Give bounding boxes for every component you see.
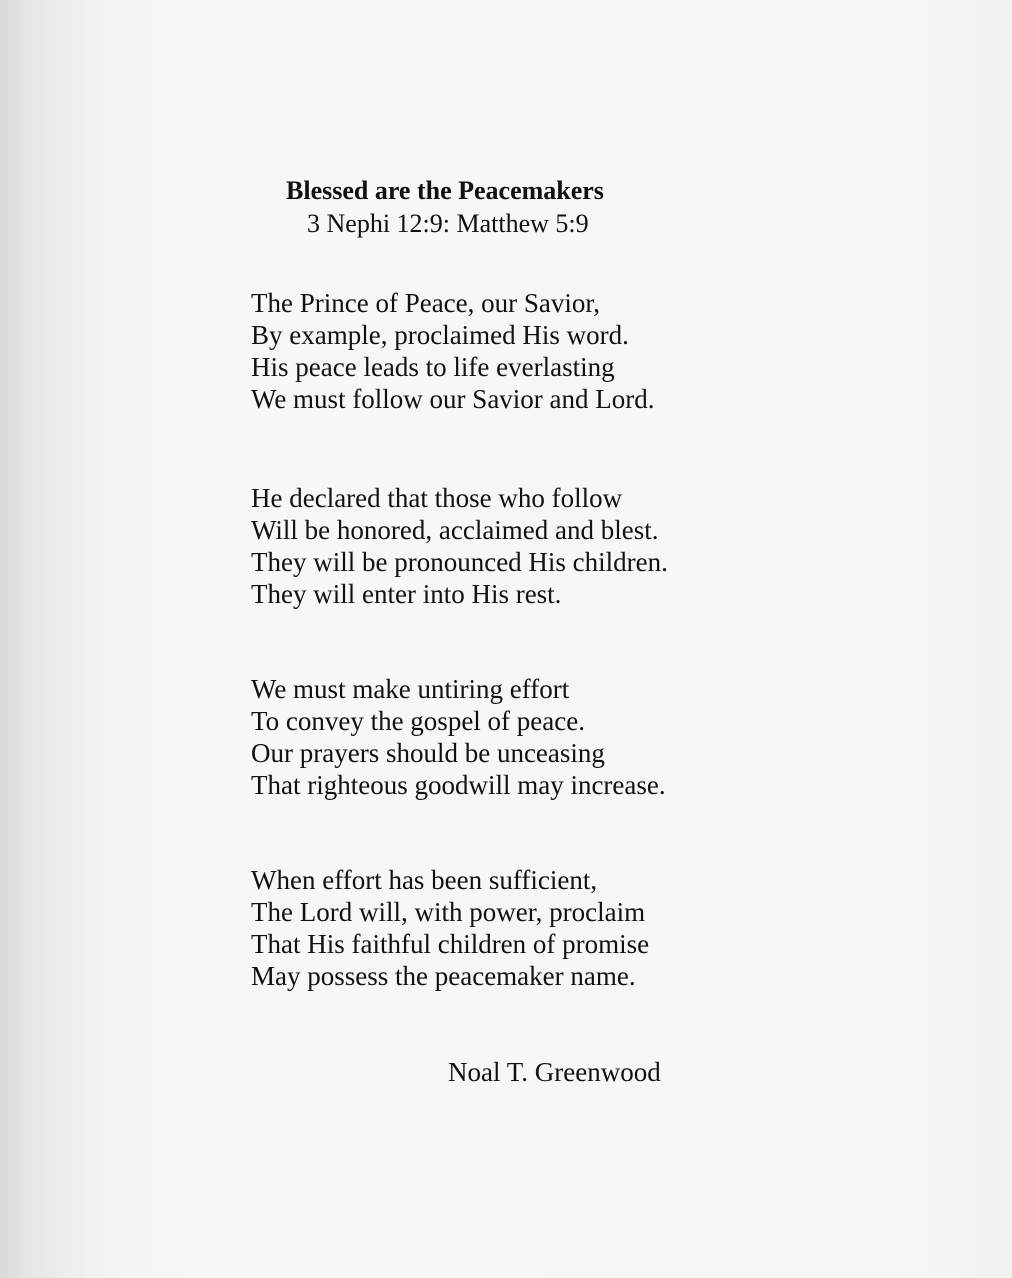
author-name: Noal T. Greenwood [448,1057,661,1087]
poem-line: When effort has been sufficient, [251,865,598,895]
poem-line: His peace leads to life everlasting [251,352,615,382]
poem-line: By example, proclaimed His word. [251,320,629,350]
poem-line: May possess the peacemaker name. [251,961,636,991]
poem-line: We must follow our Savior and Lord. [251,384,655,414]
poem-line: That righteous goodwill may increase. [251,770,666,800]
poem-line: To convey the gospel of peace. [251,706,585,736]
poem-line: They will enter into His rest. [251,579,562,609]
poem-line: The Lord will, with power, proclaim [251,897,646,927]
stanza-4 [251,864,649,992]
stanza-2 [251,482,668,610]
poem-line: Our prayers should be unceasing [251,738,605,768]
stanza-1 [251,287,655,415]
stanza-3 [251,673,666,801]
poem-line: He declared that those who follow [251,483,623,513]
poem-line: We must make untiring effort [251,674,570,704]
poem-line: They will be pronounced His children. [251,547,668,577]
poem-title: Blessed are the Peacemakers [286,176,604,205]
scripture-reference: 3 Nephi 12:9: Matthew 5:9 [307,209,589,238]
poem-line: Will be honored, acclaimed and blest. [251,515,659,545]
poem-line: The Prince of Peace, our Savior, [251,288,601,318]
poem-line: That His faithful children of promise [251,929,650,959]
